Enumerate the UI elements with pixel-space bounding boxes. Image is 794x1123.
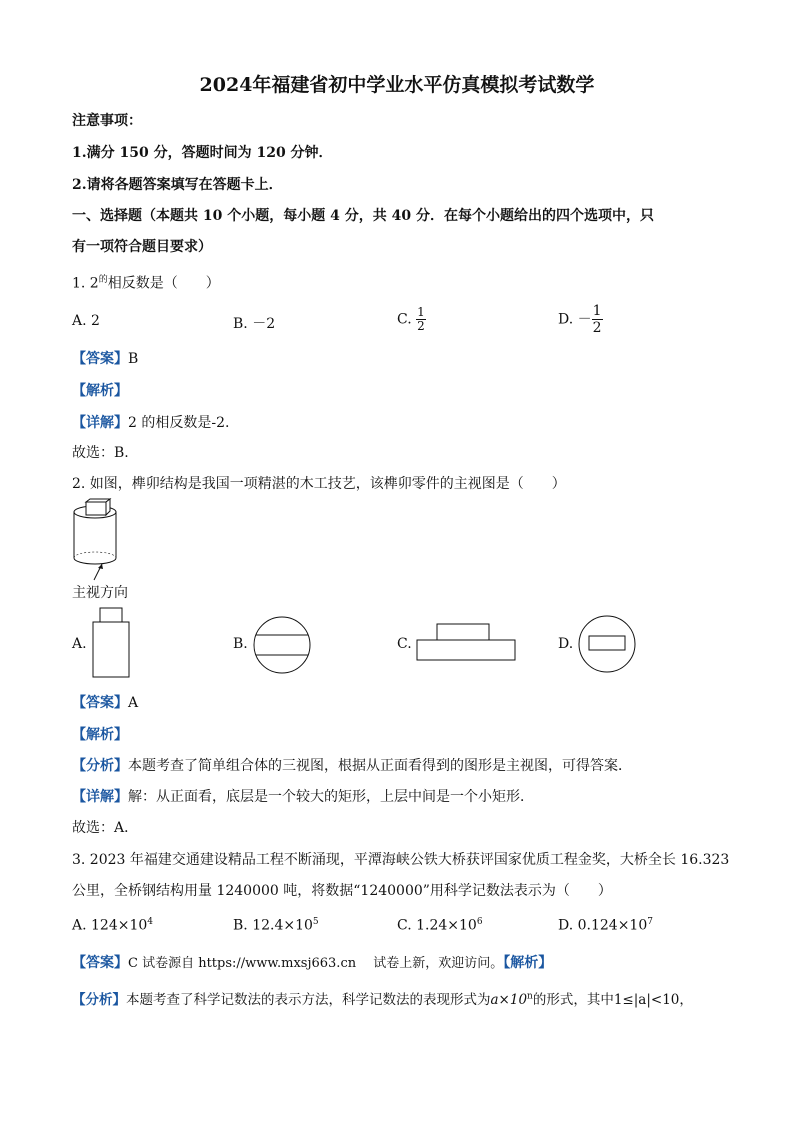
q1-analysis — [72, 380, 128, 400]
fraction-denominator: 2 — [417, 319, 425, 333]
analysis-tag: 【解析】 — [72, 727, 128, 743]
q3-option-c — [397, 917, 483, 934]
fenxi-tag: 【分析】 — [72, 992, 126, 1008]
q2-option-a-figure — [92, 607, 132, 679]
option-exponent: 5 — [312, 917, 319, 927]
q2-option-c-label: C. — [397, 636, 412, 652]
q2-option-b-label: B. — [233, 636, 248, 652]
q1-option-d — [558, 303, 603, 336]
option-exponent: 6 — [476, 917, 483, 927]
q1-option-c-fraction — [416, 306, 426, 333]
detail-text: 2 的相反数是-2. — [128, 415, 230, 431]
notice-heading: 注意事项： — [72, 113, 142, 129]
fenxi-text-cont: 的形式，其中 — [532, 992, 614, 1008]
q2-answer — [72, 692, 138, 712]
answer-tag: 【答案】 — [72, 955, 128, 971]
page-title: 2024年福建省初中学业水平仿真模拟考试数学 — [199, 74, 595, 96]
option-text: B. 12.4×10 — [233, 917, 313, 934]
q1-option-d-fraction — [592, 303, 603, 336]
mortise-tenon-cylinder-figure — [72, 500, 142, 580]
option-text: D. 0.124×10 — [558, 917, 648, 934]
option-text: C. 1.24×10 — [397, 917, 477, 934]
detail-tag: 【详解】 — [72, 415, 128, 431]
q3-option-d — [558, 917, 653, 934]
detail-tag: 【详解】 — [72, 789, 128, 805]
q3-answer — [72, 952, 552, 972]
fenxi-tag: 【分析】 — [72, 758, 128, 774]
q1-detail — [72, 412, 229, 432]
q2-analysis — [72, 724, 128, 744]
fraction-numerator: 1 — [417, 305, 425, 319]
q3-fenxi — [72, 988, 693, 1008]
fenxi-text: 本题考查了科学记数法的表示方法，科学记数法的表现形式为 — [126, 992, 491, 1008]
q1-option-c-label: C. — [397, 311, 412, 328]
q2-view-direction-label: 主视方向 — [72, 585, 128, 601]
fraction-denominator: 2 — [592, 320, 602, 336]
answer-value: B — [128, 351, 139, 367]
analysis-tag: 【解析】 — [72, 383, 128, 399]
answer-value: C 试卷源自 https://www.mxsj663.cn 试卷上新，欢迎访问。 — [128, 956, 504, 971]
detail-text: 解：从正面看，底层是一个较大的矩形，上层中间是一个小矩形． — [128, 789, 534, 805]
answer-tag: 【答案】 — [72, 695, 128, 711]
section-heading-line2: 有一项符合题目要求） — [72, 239, 212, 255]
q2-fenxi — [72, 755, 632, 775]
q3-stem-line2: 公里，全桥钢结构用量 1240000 吨，将数据“1240000”用科学记数法表示为（ ） — [72, 883, 612, 899]
q2-stem: 2. 如图，榫卯结构是我国一项精湛的木工技艺，该榫卯零件的主视图是（ ） — [72, 476, 566, 492]
q2-option-d-figure — [577, 614, 637, 674]
answer-value: A — [128, 695, 139, 711]
q3-option-b — [233, 917, 319, 934]
answer-tag: 【答案】 — [72, 351, 128, 367]
q2-option-b-figure — [252, 615, 312, 675]
fenxi-formula: a×10 — [490, 992, 528, 1008]
notice-item-1: 1.满分 150 分，答题时间为 120 分钟． — [72, 145, 333, 161]
notice-item-2: 2.请将各题答案填写在答题卡上． — [72, 177, 283, 193]
q1-option-b: B. －2 — [233, 316, 276, 332]
q1-option-d-label: D. － — [558, 311, 592, 328]
q1-answer — [72, 348, 138, 368]
section-heading-line1: 一、选择题（本题共 10 个小题，每小题 4 分，共 40 分．在每个小题给出的四个选项中，只 — [72, 208, 654, 224]
q3-stem-line1: 3. 2023 年福建交通建设精品工程不断涌现，平潭海峡公铁大桥获评国家优质工程金奖，大桥全长 16.323 — [72, 852, 730, 868]
fenxi-inequality: 1≤|a|<10， — [613, 992, 693, 1008]
q1-stem-text: 相反数是（ ） — [107, 275, 220, 292]
fraction-numerator: 1 — [592, 303, 602, 319]
fenxi-exponent: n — [527, 991, 533, 1002]
q1-stem-sup: 的 — [98, 275, 108, 285]
q1-stem-number: 1. 2 — [72, 275, 99, 292]
option-exponent: 7 — [647, 917, 653, 927]
option-exponent: 4 — [147, 917, 154, 927]
q1-choice: 故选：B. — [72, 445, 129, 461]
fenxi-text: 本题考查了简单组合体的三视图，根据从正面看得到的图形是主视图，可得答案． — [128, 758, 632, 774]
q1-option-c — [397, 306, 426, 333]
q2-choice: 故选：A． — [72, 820, 139, 836]
q2-option-c-figure — [415, 623, 517, 663]
q2-detail — [72, 786, 534, 806]
option-text: A. 124×10 — [72, 917, 148, 934]
q1-stem — [72, 272, 220, 293]
q2-option-d-label: D. — [558, 636, 574, 652]
q1-option-a: A. 2 — [72, 313, 100, 329]
q2-option-a-label: A. — [72, 636, 87, 652]
q3-option-a — [72, 917, 153, 934]
analysis-tag: 【解析】 — [503, 955, 553, 971]
